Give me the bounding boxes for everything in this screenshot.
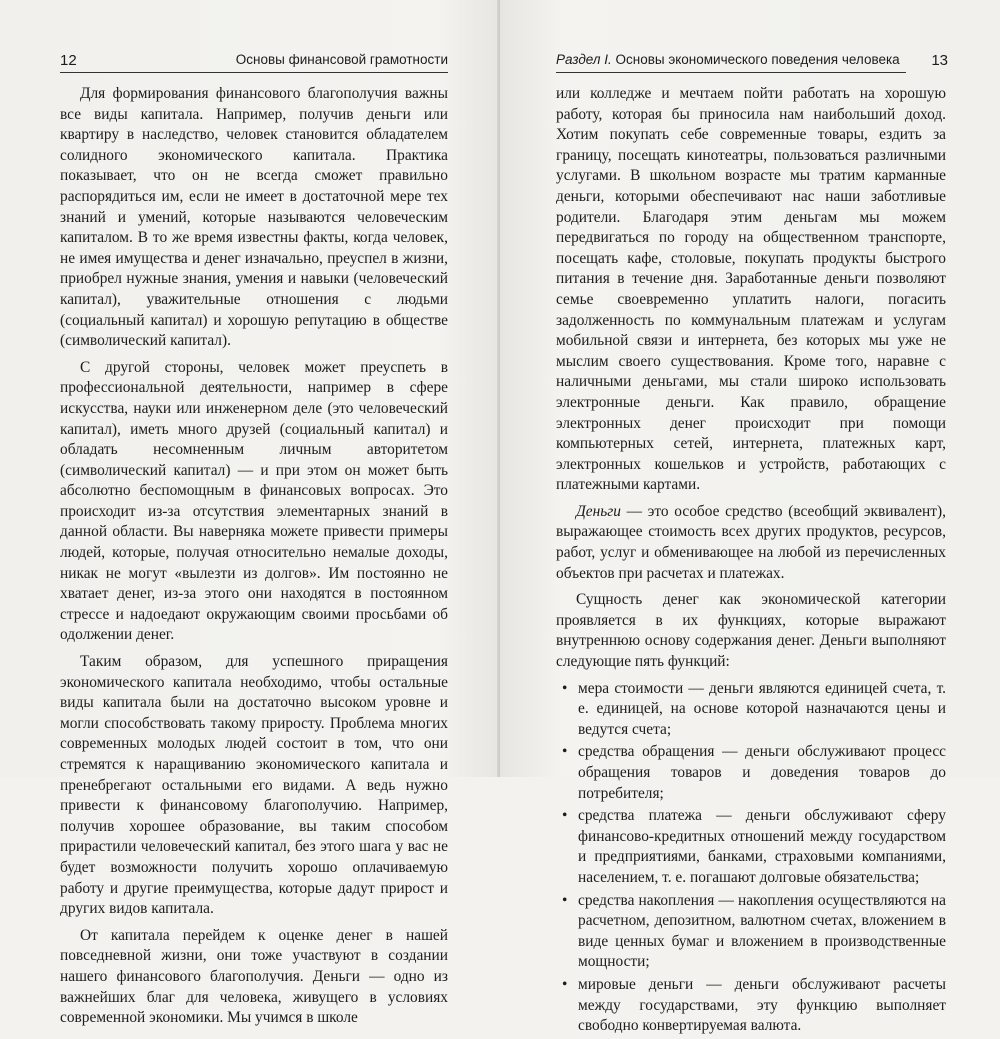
- list-item: • мировые деньги — деньги обслуживают расчеты между государствами, эту функцию выполняет свободно конвертируемая валюта.: [556, 975, 946, 1037]
- paragraph: Для формирования финансового благополучия важны все виды капитала. Например, получив деньги или квартиру в наследство, человек становится обладателем солидного экономического капитала. Практика показывает, что он не всегда сможет правильно распорядиться им, если не имеет в достаточной мере тех знаний и умений, которые называются человеческим капиталом. В то же время известны факты, когда человек, не имея имущества и денег изначально, преуспел в жизни, приобрел нужные знания, умения и навыки (человеческий капитал), уважительные отношения с людьми (социальный капитал) и хорошую репутацию в обществе (символический капитал).: [60, 85, 448, 350]
- paragraph-continued: или колледже и мечтаем пойти работать на хорошую работу, которая бы приносила нам наибольший доход. Хотим покупать себе современные товары, ездить за границу, посещать кинотеатры, пользоваться различными услугами. В школьном возрасте мы тратим карманные деньги, которыми обеспечивают нас наши заботливые родители. Благодаря этим деньгам мы можем передвигаться по городу на общественном транспорте, посещать кафе, столовые, покупать продукты быстрого питания в течение дня. Заработанные деньги позволяют семье своевременно уплатить налоги, погасить задолженность по коммунальным платежам и услугам мобильной связи и интернета, без которых мы уже не мыслим своего существования. Кроме того, наравне с наличными деньгами, мы стали широко использовать электронные деньги. Как правило, обращение электронных денег происходит при помощи компьютерных сетей, интернета, платежных карт, электронных кошельков и устройств, работающих с платежными картами.: [556, 85, 946, 494]
- list-item: • средства платежа — деньги обслуживают сферу финансово-кредитных отношений между государством и предприятиями, банками, страховыми компаниями, населением, т. е. погашают долговые обязательства;: [556, 806, 946, 888]
- definition-paragraph: [556, 502, 946, 584]
- list-item: • мера стоимости — деньги являются единицей счета, т. е. единицей, на основе которой назначаются цены и ведутся счета;: [556, 679, 946, 741]
- section-label: Раздел I.: [556, 52, 612, 67]
- paragraph: Сущность денег как экономической категории проявляется в их функциях, которые выражают внутреннюю основу содержания денег. Деньги выполняют следующие пять функций:: [556, 591, 946, 671]
- functions-list: [556, 679, 946, 1037]
- paragraph: От капитала перейдем к оценке денег в нашей повседневной жизни, они тоже участвуют в создании нашего финансового благополучия. Деньги — одно из важнейших благ для человека, живущего в условиях современной экономики. Мы учимся в школе: [60, 926, 448, 1027]
- running-head: [556, 52, 900, 67]
- paragraph: Таким образом, для успешного приращения экономического капитала необходимо, чтобы остальные виды капитала были на достаточно высоком уровне и могли способствовать такому приросту. Проблема многих современных молодых людей состоит в том, что они стремятся к наращиванию экономического капитала и пренебрегают остальными его видами. А ведь нужно привести к финансовому благополучию. Например, получив хорошее образование, вы таким способом прирастили человеческий капитал, без этого шага у вас не будет возможности получить хорошо оплачиваемую работу и другие преимущества, которые дадут прирост и других видов капитала.: [60, 653, 448, 918]
- list-item: • средства обращения — деньги обслуживают процесс обращения товаров и доведения товаров до потребителя;: [556, 742, 946, 804]
- header-rule: [556, 72, 906, 73]
- right-body-text: [556, 84, 946, 1039]
- page-number: 12: [60, 52, 77, 69]
- left-page: [0, 0, 500, 1027]
- running-head: Основы финансовой грамотности: [235, 52, 448, 67]
- right-page: [500, 0, 1000, 1035]
- page-number: 13: [931, 52, 948, 69]
- left-page-header: [60, 52, 448, 72]
- left-body-text: [60, 84, 448, 1035]
- list-item: • средства накопления — накопления осуществляются на расчетном, депозитном, валютном счетах, вложением в виде ценных бумаг и вложением в производственные мощности;: [556, 891, 946, 973]
- paragraph: С другой стороны, человек может преуспеть в профессиональной деятельности, например в сфере искусства, науки или инженерном деле (это человеческий капитал), иметь много друзей (социальный капитал) и обладать несомненным личным авторитетом (символический капитал) — и при этом он может быть абсолютно беспомощным в финансовых вопросах. Это происходит из-за отсутствия элементарных знаний в данной области. Вы наверняка можете привести примеры людей, которые, получая относительно немалые доходы, никак не могут «вылезти из долгов». Им постоянно не хватает денег, из-за этого они находятся в постоянном стрессе и надоедают окружающим своими просьбами об одолжении денег.: [60, 358, 448, 644]
- header-rule: [60, 72, 448, 73]
- section-title: Основы экономического поведения человека: [615, 52, 900, 67]
- definition-term: Деньги: [576, 502, 621, 520]
- definition-text: — это особое средство (всеобщий эквивалент), выражающее стоимость всех других продуктов, ресурсов, работ, услуг и обменивающее на любой из перечисленных объектов при расчетах и платежах.: [556, 502, 946, 582]
- right-page-header: [556, 52, 948, 72]
